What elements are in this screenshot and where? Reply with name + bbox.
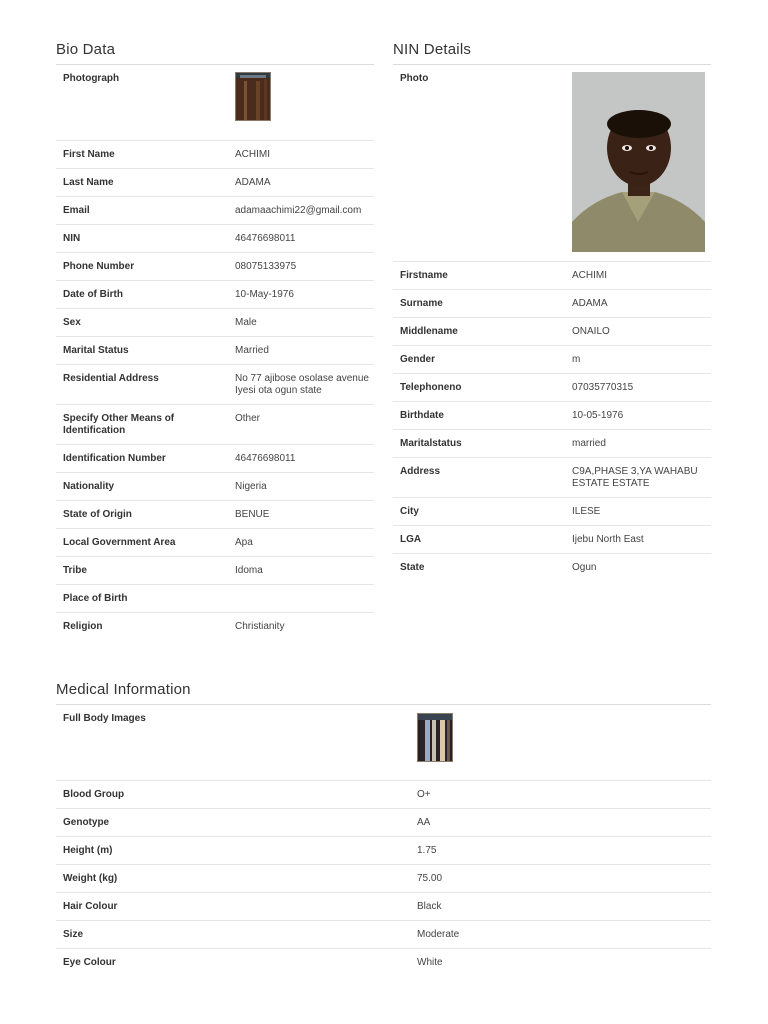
bio-row-phone-number <box>56 253 374 281</box>
nin-row-firstname <box>393 262 711 290</box>
medical-row-height-m <box>56 837 711 865</box>
nin-rows <box>393 262 711 582</box>
nin-label-firstname: Firstname <box>400 270 448 281</box>
bio-row-residential-address <box>56 365 374 405</box>
medical-label-hair-colour: Hair Colour <box>63 901 118 912</box>
bio-value-place-of-birth <box>235 585 374 612</box>
nin-label-city: City <box>400 506 419 517</box>
bio-row-last-name <box>56 169 374 197</box>
nin-photo-row <box>393 65 711 262</box>
bio-row-nin <box>56 225 374 253</box>
bio-value-sex: Male <box>235 317 257 328</box>
nin-details-title: NIN Details <box>393 41 472 58</box>
medical-row-genotype <box>56 809 711 837</box>
bio-label-sex: Sex <box>63 317 81 328</box>
bio-row-specify-other-means-of-identification <box>56 405 374 445</box>
bio-value-residential-address: No 77 ajibose osolase avenue Iyesi ota ogun state <box>235 373 369 396</box>
nin-value-surname: ADAMA <box>572 298 608 309</box>
bio-value-identification-number: 46476698011 <box>235 453 296 464</box>
nin-label-surname: Surname <box>400 298 443 309</box>
bio-row-marital-status <box>56 337 374 365</box>
nin-label-maritalstatus: Maritalstatus <box>400 438 462 449</box>
nin-value-lga: Ijebu North East <box>572 534 644 545</box>
medical-information-table <box>56 704 711 977</box>
nin-label-gender: Gender <box>400 354 436 365</box>
bio-label-tribe: Tribe <box>63 565 87 576</box>
nin-value-birthdate: 10-05-1976 <box>572 410 624 421</box>
nin-value-city: ILESE <box>572 506 601 517</box>
bio-label-last-name: Last Name <box>63 177 114 188</box>
bio-value-email: adamaachimi22@gmail.com <box>235 205 362 216</box>
medical-information-title: Medical Information <box>56 681 191 698</box>
medical-value-eye-colour: White <box>417 957 443 968</box>
nin-row-telephoneno <box>393 374 711 402</box>
bio-value-marital-status: Married <box>235 345 269 356</box>
bio-value-specify-other-means-of-identification: Other <box>235 413 261 424</box>
medical-label-weight-kg: Weight (kg) <box>63 873 118 884</box>
bio-row-identification-number <box>56 445 374 473</box>
medical-value-weight-kg: 75.00 <box>417 873 443 884</box>
medical-value-size: Moderate <box>417 929 460 940</box>
medical-row-blood-group <box>56 781 711 809</box>
nin-label-lga: LGA <box>400 534 422 545</box>
nin-value-address: C9A,PHASE 3,YA WAHABU ESTATE ESTATE <box>572 466 698 489</box>
bio-data-title: Bio Data <box>56 41 116 58</box>
bio-row-nationality <box>56 473 374 501</box>
bio-label-first-name: First Name <box>63 149 115 160</box>
nin-portrait-image <box>572 72 705 252</box>
medical-label-size: Size <box>63 929 84 940</box>
nin-row-birthdate <box>393 402 711 430</box>
bio-value-nationality: Nigeria <box>235 481 267 492</box>
bio-value-local-government-area: Apa <box>235 537 253 548</box>
bio-photo-row <box>56 65 374 141</box>
bio-row-local-government-area <box>56 529 374 557</box>
nin-value-state: Ogun <box>572 562 597 573</box>
medical-rows <box>56 781 711 977</box>
medical-photo-label: Full Body Images <box>63 713 146 724</box>
bio-label-nin: NIN <box>63 233 81 244</box>
nin-row-middlename <box>393 318 711 346</box>
bio-row-first-name <box>56 141 374 169</box>
medical-row-eye-colour <box>56 949 711 977</box>
bio-row-sex <box>56 309 374 337</box>
bio-value-religion: Christianity <box>235 621 285 632</box>
bio-row-place-of-birth <box>56 585 374 613</box>
nin-label-address: Address <box>400 466 441 477</box>
nin-row-address <box>393 458 711 498</box>
nin-row-gender <box>393 346 711 374</box>
nin-row-lga <box>393 526 711 554</box>
nin-row-maritalstatus <box>393 430 711 458</box>
nin-value-maritalstatus: married <box>572 438 606 449</box>
nin-value-firstname: ACHIMI <box>572 270 607 281</box>
bio-label-phone-number: Phone Number <box>63 261 135 272</box>
nin-details-table <box>393 64 711 582</box>
medical-row-hair-colour <box>56 893 711 921</box>
bio-value-date-of-birth: 10-May-1976 <box>235 289 294 300</box>
bio-row-date-of-birth <box>56 281 374 309</box>
nin-label-telephoneno: Telephoneno <box>400 382 462 393</box>
medical-value-hair-colour: Black <box>417 901 442 912</box>
bio-rows <box>56 141 374 641</box>
bio-label-email: Email <box>63 205 90 216</box>
medical-label-eye-colour: Eye Colour <box>63 957 116 968</box>
medical-label-height-m: Height (m) <box>63 845 113 856</box>
bio-row-state-of-origin <box>56 501 374 529</box>
bio-label-marital-status: Marital Status <box>63 345 129 356</box>
bio-value-tribe: Idoma <box>235 565 263 576</box>
bio-value-nin: 46476698011 <box>235 233 296 244</box>
nin-row-surname <box>393 290 711 318</box>
bio-photo-label: Photograph <box>63 73 120 84</box>
bio-label-date-of-birth: Date of Birth <box>63 289 123 300</box>
nin-label-birthdate: Birthdate <box>400 410 444 421</box>
bio-label-residential-address: Residential Address <box>63 373 159 384</box>
nin-value-gender: m <box>572 354 581 365</box>
bio-value-first-name: ACHIMI <box>235 149 270 160</box>
bio-label-nationality: Nationality <box>63 481 115 492</box>
bio-label-local-government-area: Local Government Area <box>63 537 176 548</box>
medical-label-genotype: Genotype <box>63 817 110 828</box>
bio-label-identification-number: Identification Number <box>63 453 166 464</box>
medical-label-blood-group: Blood Group <box>63 789 125 800</box>
bio-label-place-of-birth: Place of Birth <box>63 593 128 604</box>
bio-row-tribe <box>56 557 374 585</box>
nin-value-telephoneno: 07035770315 <box>572 382 634 393</box>
medical-photo-cell <box>417 705 711 780</box>
bio-label-state-of-origin: State of Origin <box>63 509 132 520</box>
bio-label-religion: Religion <box>63 621 103 632</box>
full-body-image <box>417 713 453 762</box>
nin-label-middlename: Middlename <box>400 326 458 337</box>
nin-value-middlename: ONAILO <box>572 326 610 337</box>
bio-value-state-of-origin: BENUE <box>235 509 270 520</box>
medical-photo-row <box>56 705 711 781</box>
nin-label-state: State <box>400 562 425 573</box>
nin-row-city <box>393 498 711 526</box>
bio-row-email <box>56 197 374 225</box>
bio-label-specify-other-means-of-identification: Specify Other Means of Identification <box>63 413 175 436</box>
bio-data-table <box>56 64 374 641</box>
medical-row-weight-kg <box>56 865 711 893</box>
medical-row-size <box>56 921 711 949</box>
medical-value-blood-group: O+ <box>417 789 431 800</box>
bio-value-last-name: ADAMA <box>235 177 271 188</box>
nin-photo-label: Photo <box>400 73 429 84</box>
medical-value-height-m: 1.75 <box>417 845 437 856</box>
nin-row-state <box>393 554 711 582</box>
bio-photograph-image <box>235 72 271 121</box>
medical-value-genotype: AA <box>417 817 431 828</box>
bio-row-religion <box>56 613 374 641</box>
bio-value-phone-number: 08075133975 <box>235 261 297 272</box>
